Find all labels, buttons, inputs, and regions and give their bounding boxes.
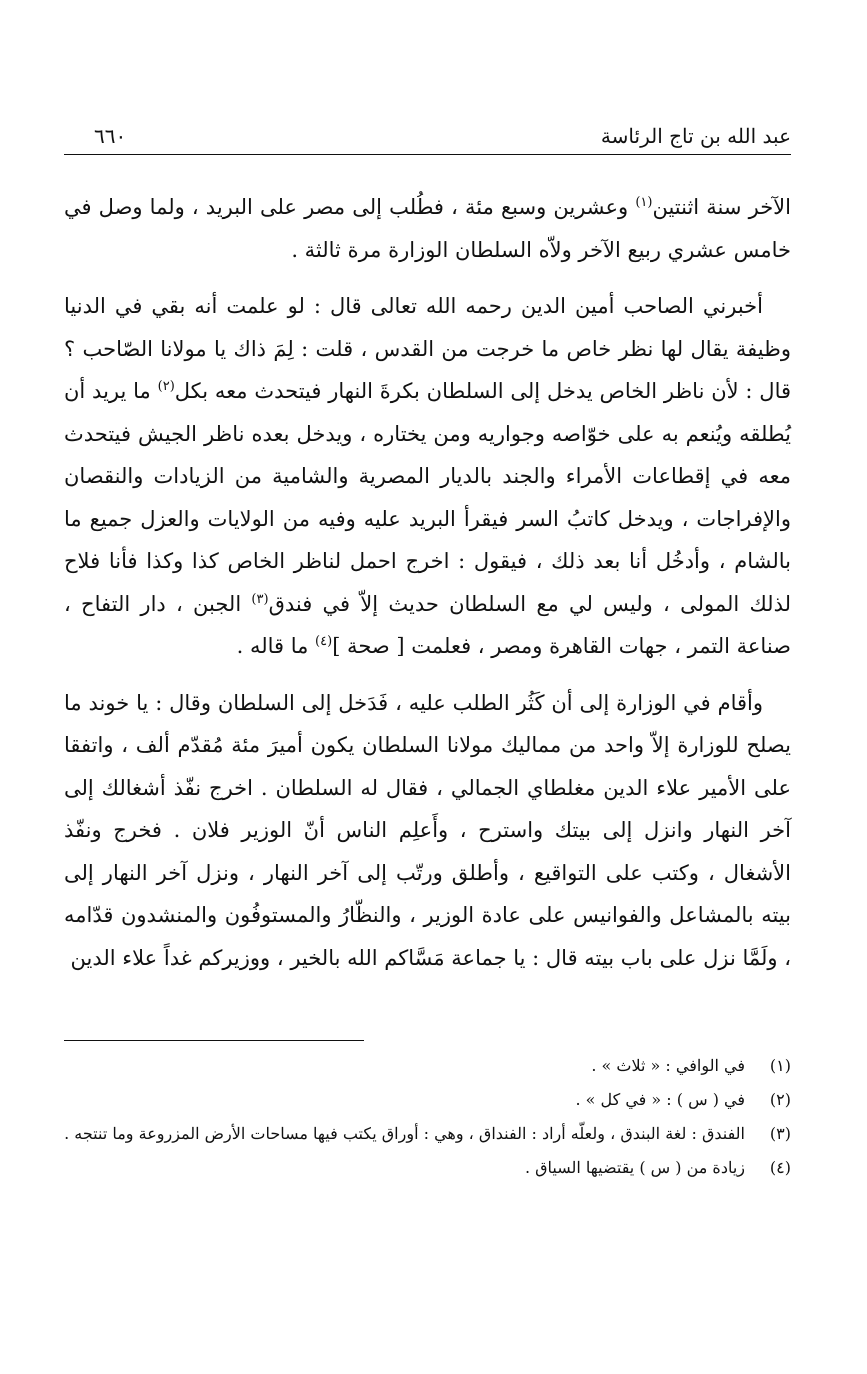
footnote bbox=[64, 1052, 791, 1079]
footnote-number: (٤) bbox=[769, 1158, 791, 1177]
footnote-text: في ( س ) : « في كل » . bbox=[575, 1090, 745, 1109]
paragraph-2-part-4: ما قاله . bbox=[236, 634, 316, 658]
footnotes bbox=[64, 1052, 791, 1188]
footnote-separator bbox=[64, 1040, 364, 1041]
footnote bbox=[64, 1154, 791, 1181]
paragraph-2-part-1: أخبرني الصاحب أمين الدين رحمه الله تعالى قال : لو علمت أنه بقي في الدنيا وظيفة يقال لها نظر خاص ما خرجت من القدس ، قلت : لِمَ ذاك يا مولانا الصّاحب ؟ قال : لأن ناظر الخاص يدخل إلى السلطان بكرةَ النهار فيتحدث معه بكل bbox=[64, 294, 792, 403]
footnote-ref-4: (٤) bbox=[315, 634, 333, 649]
page-number: ٦٦٠ bbox=[94, 124, 127, 148]
footnote-number: (٣) bbox=[769, 1124, 791, 1143]
paragraph-1-part-2: وعشرين وسبع مئة ، فطُلب إلى مصر على البريد ، ولما وصل في خامس عشري ربيع الآخر ولاّه السلطان الوزارة مرة ثالثة . bbox=[64, 195, 791, 262]
footnote-text: في الوافي : « ثلاث » . bbox=[591, 1056, 745, 1075]
paragraph-3: وأقام في الوزارة إلى أن كَثُر الطلب عليه ، فَدَخل إلى السلطان وقال : يا خوند ما يصلح للوزارة إلاّ واحد من مماليك مولانا السلطان يكون أميرَ مئة مُقدّم ألف ، واتفقا على الأمير علاء الدين مغلطاي الجمالي ، فقال له السلطان . اخرج نفّذ أشغالك إلى آخر النهار وانزل إلى بيتك واسترح ، وأَعلِم الناس أنّ الوزير فلان . فخرج ونفّذ الأشغال ، وكتب على التواقيع ، وأطلق ورتّب إلى آخر النهار ، ونزل آخر النهار إلى بيته بالمشاعل والفوانيس على عادة الوزير ، والنظّارُ والمستوفُون والمنشدون قدّامه ، ولَمَّا نزل على باب بيته قال : يا جماعة مَسَّاكم الله بالخير ، ووزيركم غداً علاء الدين bbox=[64, 690, 791, 970]
footnote bbox=[64, 1120, 791, 1147]
main-text bbox=[64, 186, 791, 979]
paragraph-1 bbox=[64, 186, 791, 271]
paragraph-2-part-2: ما يريد أن يُطلقه ويُنعم به على خوّاصه وجواريه ومن يختاره ، ويدخل بعده ناظر الجيش فيتحدث معه في إقطاعات الأمراء والجند بالديار المصرية والشامية من الزيادات والنقصان والإفراجات ، ويدخل كاتبُ السر فيقرأ البريد عليه وفيه من الولايات والعزل جميع ما بالشام ، وأدخُل أنا بعد ذلك ، فيقول : اخرج احمل لناظر الخاص كذا وكذا فأنا فلاح لذلك المولى ، وليس لي مع السلطان حديث إلاّ في فندق bbox=[64, 379, 791, 616]
footnote-ref-3: (٣) bbox=[251, 591, 269, 607]
footnote-number: (١) bbox=[769, 1056, 791, 1075]
footnote-number: (٢) bbox=[769, 1090, 791, 1109]
footnote-ref-2: (٢) bbox=[157, 379, 175, 394]
footnote-text: زيادة من ( س ) يقتضيها السياق . bbox=[524, 1158, 745, 1177]
paragraph-1-part-1: الآخر سنة اثنتين bbox=[652, 195, 791, 219]
running-header bbox=[64, 124, 791, 155]
footnote-text: الفندق : لغة البندق ، ولعلّه أراد : الفنداق ، وهي : أوراق يكتب فيها مساحات الأرض المزروعة وما تنتجه . bbox=[64, 1124, 745, 1143]
footnote-ref-1: (١) bbox=[635, 195, 653, 210]
footnote bbox=[64, 1086, 791, 1113]
paragraph-2-part-3: الجبن ، دار التفاح ، صناعة التمر ، جهات القاهرة ومصر ، فعلمت [ صحة ] bbox=[64, 591, 791, 658]
paragraph-2 bbox=[64, 285, 791, 668]
header-title: عبد الله بن تاج الرئاسة bbox=[600, 124, 791, 148]
